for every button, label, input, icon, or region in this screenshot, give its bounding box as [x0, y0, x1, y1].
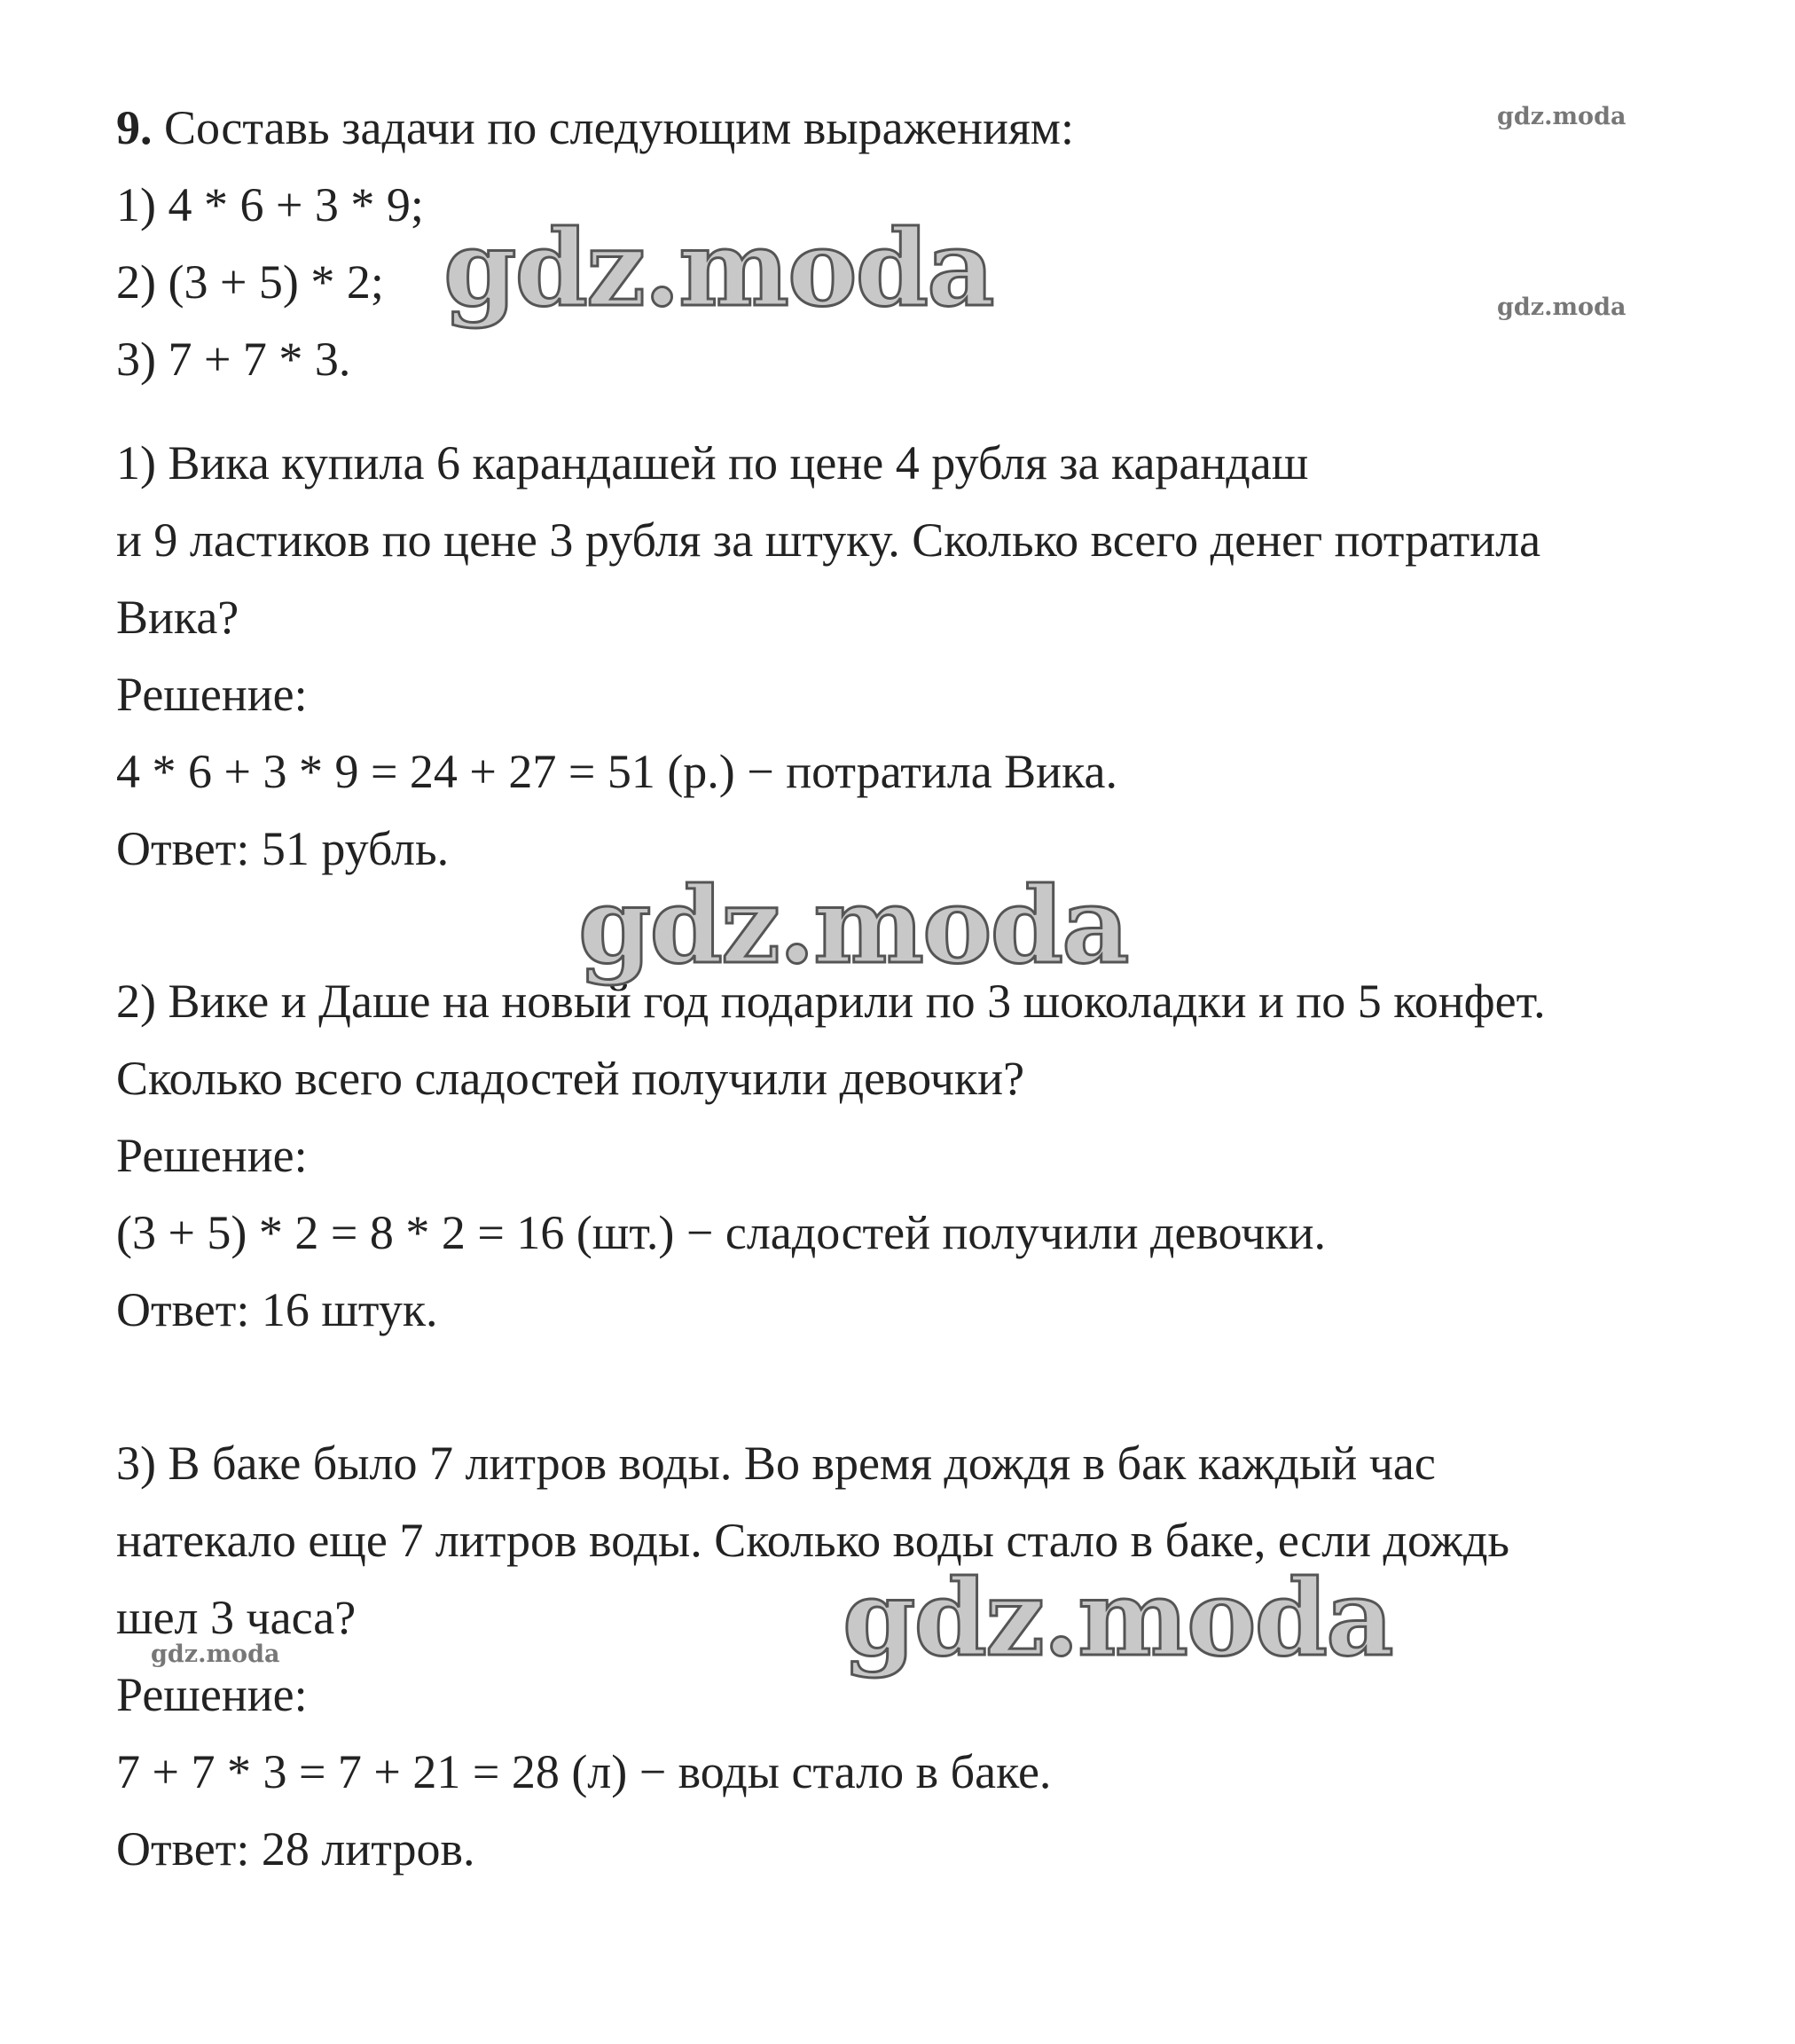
- problem-2-line-1: 2) Вике и Даше на новый год подарили по 3 шоколадки и по 5 конфет.: [116, 975, 1546, 1028]
- problem-1-line-3: Вика?: [116, 591, 239, 644]
- problem-1-solution-label: Решение:: [116, 668, 308, 721]
- problem-1-solution: 4 * 6 + 3 * 9 = 24 + 27 = 51 (р.) − потратила Вика.: [116, 745, 1117, 798]
- watermark-small: gdz.moda: [1497, 294, 1626, 321]
- problem-3-solution: 7 + 7 * 3 = 7 + 21 = 28 (л) − воды стало в баке.: [116, 1745, 1052, 1798]
- expression-2: 2) (3 + 5) * 2;: [116, 255, 384, 309]
- problem-3-line-1: 3) В баке было 7 литров воды. Во время дождя в бак каждый час: [116, 1437, 1436, 1490]
- problem-3-solution-label: Решение:: [116, 1668, 308, 1721]
- problem-2-line-2: Сколько всего сладостей получили девочки?: [116, 1052, 1025, 1105]
- task-number: 9.: [116, 101, 153, 154]
- problem-1-line-1: 1) Вика купила 6 карандашей по цене 4 рубля за карандаш: [116, 436, 1309, 489]
- watermark-large: gdz.moda: [843, 1556, 1392, 1680]
- problem-2-solution-label: Решение:: [116, 1129, 308, 1182]
- expression-3: 3) 7 + 7 * 3.: [116, 333, 351, 386]
- watermark-large: gdz.moda: [443, 207, 993, 330]
- expression-1: 1) 4 * 6 + 3 * 9;: [116, 178, 424, 231]
- problem-1-line-2: и 9 ластиков по цене 3 рубля за штуку. Сколько всего денег потратила: [116, 513, 1541, 567]
- problem-3-line-3: шел 3 часа?: [116, 1591, 357, 1644]
- task-title: Составь задачи по следующим выражениям:: [164, 101, 1074, 154]
- problem-2-solution: (3 + 5) * 2 = 8 * 2 = 16 (шт.) − сладостей получили девочки.: [116, 1206, 1327, 1259]
- problem-3-line-2: натекало еще 7 литров воды. Сколько воды стало в баке, если дождь: [116, 1514, 1510, 1567]
- problem-2-answer: Ответ: 16 штук.: [116, 1283, 438, 1336]
- problem-3-answer: Ответ: 28 литров.: [116, 1822, 475, 1876]
- watermark-large: gdz.moda: [578, 864, 1128, 987]
- watermark-small: gdz.moda: [1497, 103, 1626, 130]
- watermark-small: gdz.moda: [151, 1641, 280, 1668]
- problem-1-answer: Ответ: 51 рубль.: [116, 822, 450, 875]
- task-heading: [116, 99, 1074, 156]
